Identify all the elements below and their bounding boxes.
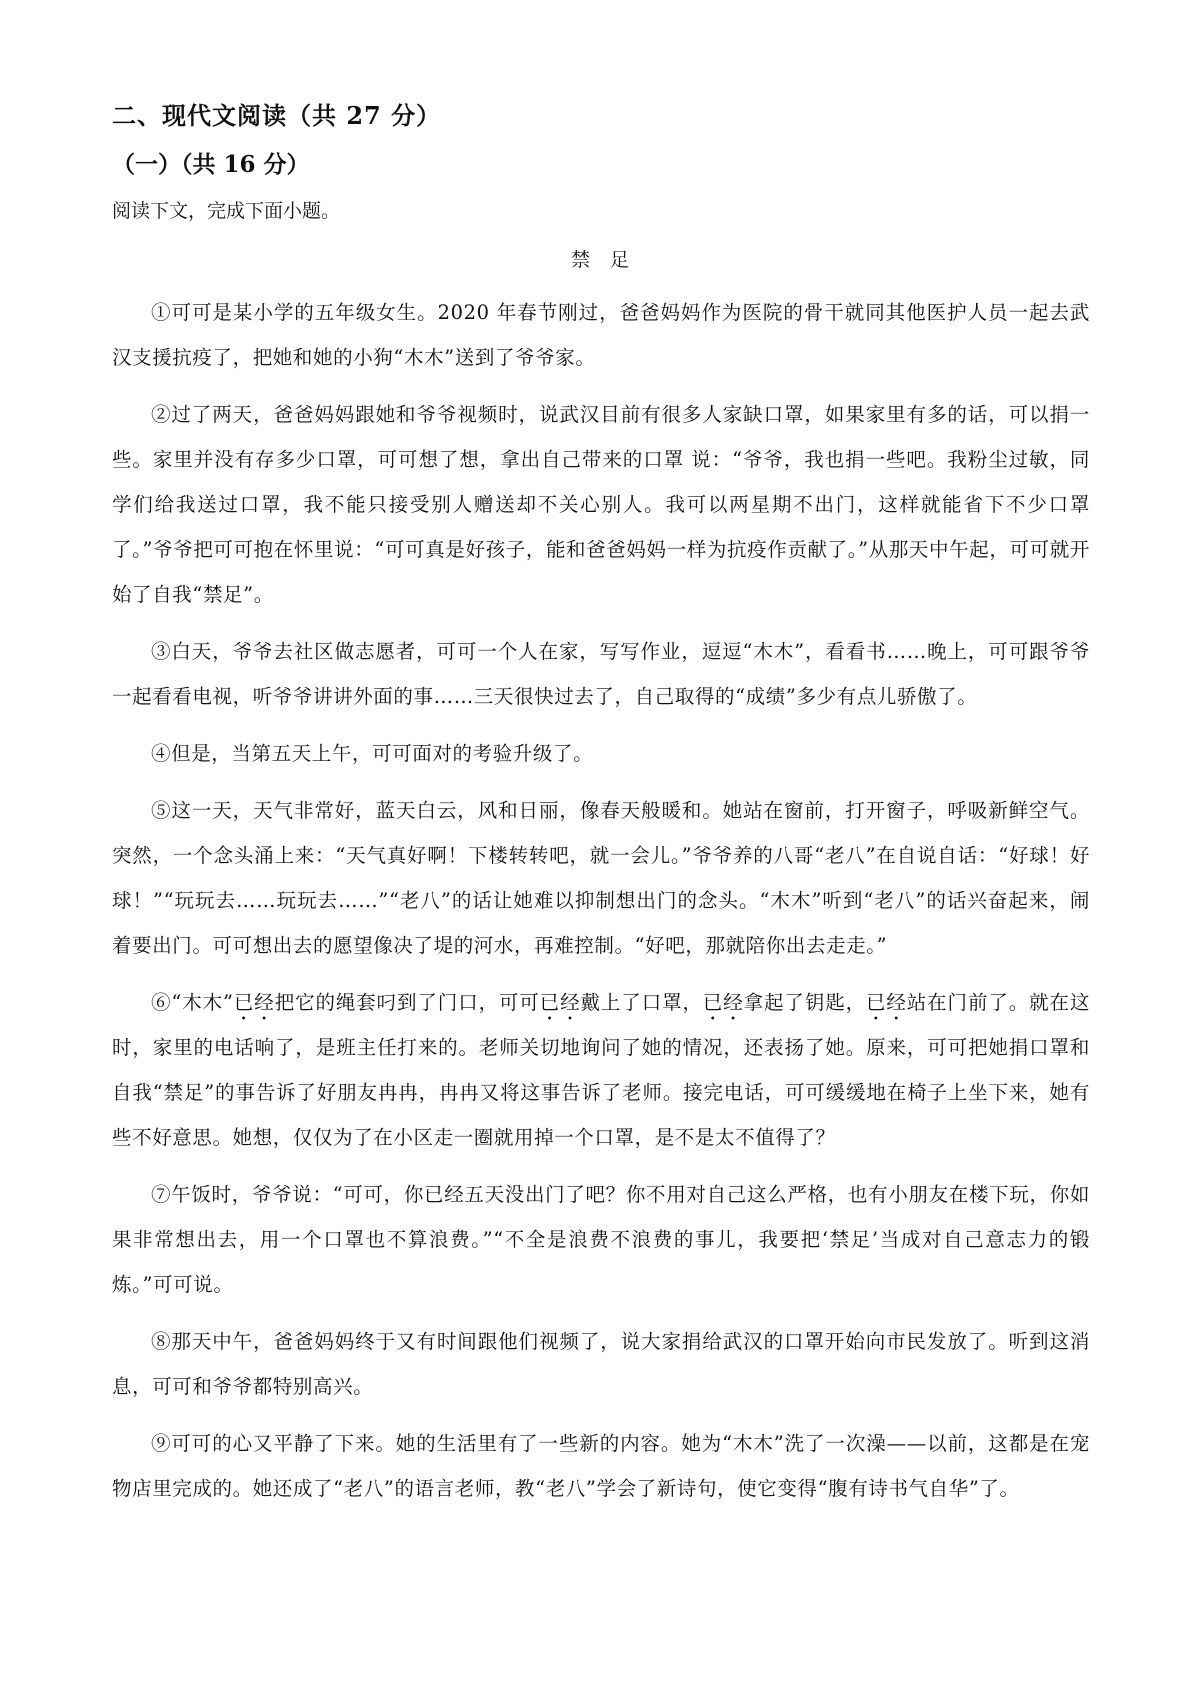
emphasized-word: 已经 <box>233 991 275 1014</box>
paragraph-4: ④但是，当第五天上午，可可面对的考验升级了。 <box>151 742 594 765</box>
paragraph-9: ⑨可可的心又平静了下来。她的生活里有了一些新的内容。她为“木木”洗了一次澡——以前，这都是在宠物店里完成的。她还成了“老八”的语言老师，教“老八”学会了新诗句，使它变得“腹有诗书气自华”了。 <box>112 1432 1090 1500</box>
paragraph-2: ②过了两天，爸爸妈妈跟她和爷爷视频时，说武汉目前有很多人家缺口罩，如果家里有多的话，可以捐一些。家里并没有存多少口罩，可可想了想，拿出自己带来的口罩 说：“爷爷，我也捐一些吧。我粉尘过敏，同学们给我送过口罩，我不能只接受别人赠送却不关心别人。我可以两星期不出门，这样就能省下不少口罩了。”爷爷把可可抱在怀里说：“可可真是好孩子，能和爸爸妈妈一样为抗疫作贡献了。”从那天中午起，可可就开始了自我“禁足”。 <box>112 403 1090 606</box>
paragraph-6-segment: 戴上了口罩， <box>580 991 703 1014</box>
emphasized-word: 已经 <box>702 991 744 1014</box>
subsection-title: （一）（共 16 分） <box>112 151 310 178</box>
emphasized-word: 已经 <box>866 991 907 1014</box>
paragraph-6 <box>112 980 1090 1160</box>
article-body <box>112 290 1090 1523</box>
paragraph-8: ⑧那天中午，爸爸妈妈终于又有时间跟他们视频了，说大家捐给武汉的口罩开始向市民发放了。听到这消息，可可和爷爷都特别高兴。 <box>112 1330 1090 1398</box>
paragraph-6-segment: 站在门前了。就在这时，家里的电话响了，是班主任打来的。老师关切地询问了她的情况，还表扬了她。原来，可可把她捐口罩和自我“禁足”的事告诉了好朋友冉冉，冉冉又将这事告诉了老师。接完电话，可可缓缓地在椅子上坐下来，她有些不好意思。她想，仅仅为了在小区走一圈就用掉一个口罩，是不是太不值得了？ <box>112 991 1090 1149</box>
paragraph-7: ⑦午饭时，爷爷说：“可可，你已经五天没出门了吧？你不用对自己这么严格，也有小朋友在楼下玩，你如果非常想出去，用一个口罩也不算浪费。”“不全是浪费不浪费的事儿，我要把‘禁足’当成对自己意志力的锻炼。”可可说。 <box>112 1183 1090 1296</box>
section-title: 二、现代文阅读（共 27 分） <box>112 101 442 130</box>
paragraph-1: ①可可是某小学的五年级女生。2020 年春节刚过，爸爸妈妈作为医院的骨干就同其他医护人员一起去武汉支援抗疫了，把她和她的小狗“木木”送到了爷爷家。 <box>112 301 1090 369</box>
paragraph-6-segment: 把它的绳套叼到了门口，可可 <box>274 991 540 1014</box>
paragraph-6-segment: 拿起了钥匙， <box>743 991 866 1014</box>
paragraph-5: ⑤这一天，天气非常好，蓝天白云，风和日丽，像春天般暖和。她站在窗前，打开窗子，呼吸新鲜空气。突然，一个念头涌上来：“天气真好啊！下楼转转吧，就一会儿。”爷爷养的八哥“老八”在自说自话：“好球！好球！”“玩玩去……玩玩去……”“老八”的话让她难以抑制想出门的念头。“木木”听到“老八”的话兴奋起来，闹着要出门。可可想出去的愿望像决了堤的河水，再难控制。“好吧，那就陪你出去走走。” <box>112 799 1090 957</box>
paragraph-3: ③白天，爷爷去社区做志愿者，可可一个人在家，写写作业，逗逗“木木”，看看书……晚上，可可跟爷爷一起看看电视，听爷爷讲讲外面的事……三天很快过去了，自己取得的“成绩”多少有点儿骄傲了。 <box>112 640 1090 708</box>
emphasized-word: 已经 <box>539 991 581 1014</box>
paragraph-6-segment: ⑥“木木” <box>151 991 234 1014</box>
reading-instruction: 阅读下文，完成下面小题。 <box>112 200 341 222</box>
article-title: 禁足 <box>570 249 649 271</box>
